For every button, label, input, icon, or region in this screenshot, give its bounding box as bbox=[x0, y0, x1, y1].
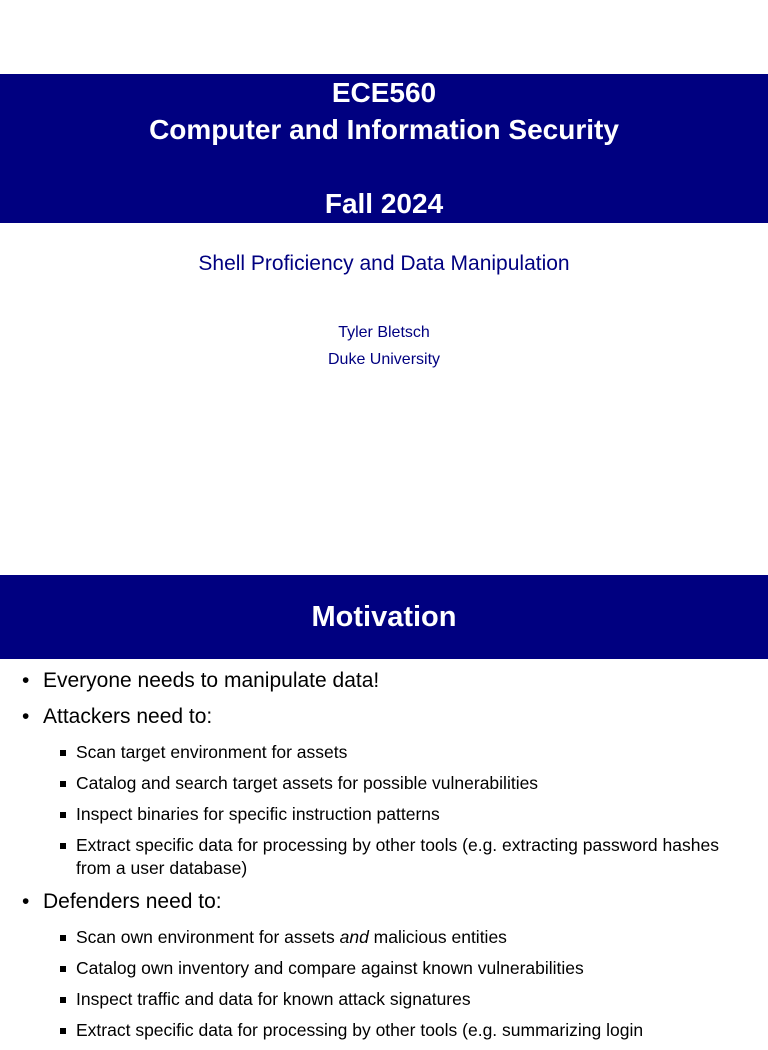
defender-item: Extract specific data for processing by other tools (e.g. summarizing login bbox=[0, 1019, 768, 1042]
defender-item: Catalog own inventory and compare against known vulnerabilities bbox=[0, 957, 768, 980]
lecture-subtitle: Shell Proficiency and Data Manipulation bbox=[198, 252, 570, 275]
defenders-sublist bbox=[0, 926, 768, 1042]
defender-item-text: Scan own environment for assets bbox=[76, 927, 340, 947]
title-banner bbox=[0, 74, 768, 223]
attacker-item: Extract specific data for processing by other tools (e.g. extracting password hashes from a user database) bbox=[0, 834, 768, 880]
defender-item bbox=[0, 926, 768, 949]
course-term: Fall 2024 bbox=[324, 188, 444, 219]
bullet-defenders: • Defenders need to: bbox=[0, 888, 768, 916]
attacker-item: Inspect binaries for specific instruction patterns bbox=[0, 803, 768, 826]
course-code: ECE560 bbox=[331, 77, 437, 108]
author-affiliation: Duke University bbox=[327, 351, 441, 368]
slide-title: Motivation bbox=[311, 601, 457, 633]
author-name: Tyler Bletsch bbox=[338, 324, 430, 341]
bullet-attackers: • Attackers need to: bbox=[0, 703, 768, 731]
defender-item-text: malicious entities bbox=[368, 927, 507, 947]
course-name: Computer and Information Security bbox=[149, 114, 619, 145]
defender-item: Inspect traffic and data for known attack signatures bbox=[0, 988, 768, 1011]
motivation-banner bbox=[0, 575, 768, 659]
bullet-everyone: • Everyone needs to manipulate data! bbox=[0, 667, 768, 695]
attacker-item: Scan target environment for assets bbox=[0, 741, 768, 764]
motivation-slide bbox=[0, 575, 768, 1040]
attackers-sublist bbox=[0, 741, 768, 880]
attacker-item: Catalog and search target assets for possible vulnerabilities bbox=[0, 772, 768, 795]
emphasis-and: and bbox=[339, 927, 369, 947]
bullet-list bbox=[0, 667, 768, 1050]
